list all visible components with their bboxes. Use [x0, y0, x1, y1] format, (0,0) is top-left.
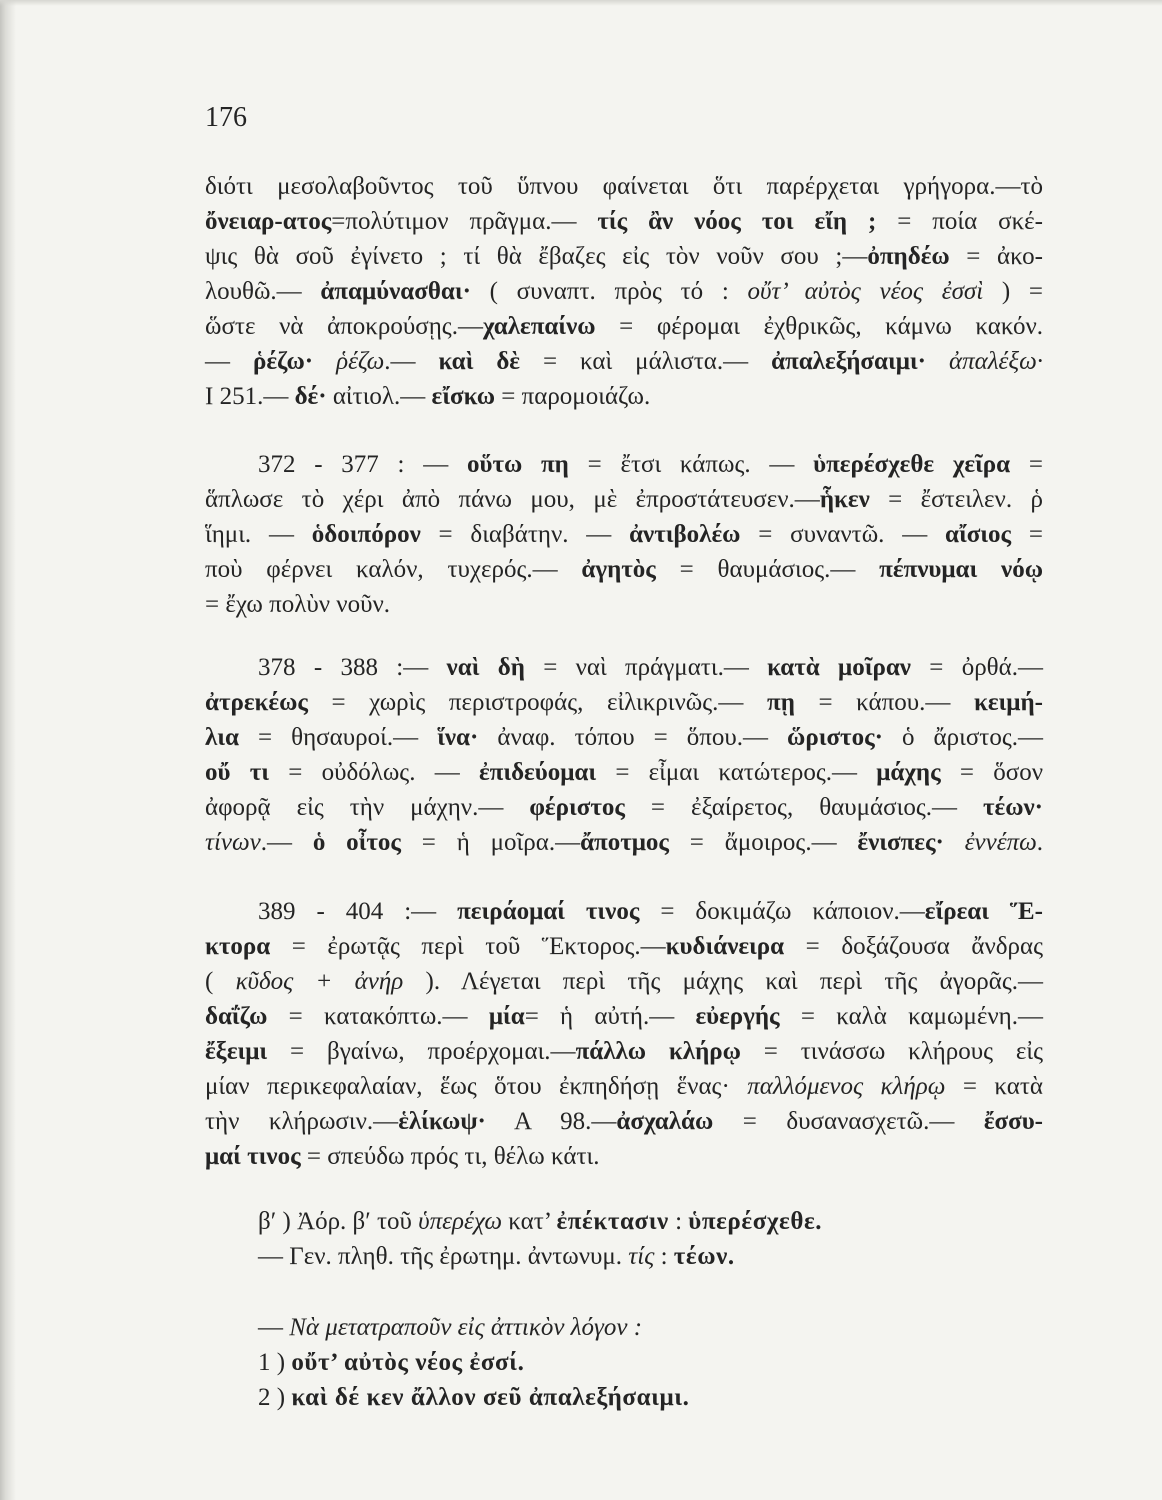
text-line: [205, 447, 1043, 482]
grammar-notes: [205, 1204, 1043, 1274]
paragraph-verses-372-377: [205, 447, 1043, 622]
text-line: [205, 1069, 1043, 1104]
text-run: = ἔτσι κάπως. —: [568, 451, 814, 478]
text-line: [205, 239, 1043, 274]
text-run: = δοξάζουσα ἄνδρας: [784, 933, 1043, 960]
bold-term: κυδιάνειρα: [665, 933, 785, 960]
text-run: = θαυμάσιος.—: [655, 556, 880, 583]
bold-term: ὄνειαρ-ατος: [205, 208, 332, 235]
text-run: ψις θὰ σοῦ ἐγίνετο ; τί θὰ ἔβαζες εἰς τὸν νοῦν σου ;—: [205, 243, 868, 270]
bold-term: ἐπιδεύομαι: [478, 759, 597, 786]
text-run: = διαβάτην. —: [420, 521, 630, 548]
text-run: ὁ ἄριστος.—: [882, 724, 1043, 751]
text-line: [205, 999, 1043, 1034]
exercise-section: [205, 1310, 1043, 1415]
text-run: διότι μεσολαβοῦντος τοῦ ὕπνου φαίνεται ὅτι παρέρχεται γρήγορα.—τὸ: [205, 173, 1043, 200]
page-top-edge: [0, 0, 1162, 6]
text-line: [205, 1204, 1043, 1239]
bold-term: ἑλίκωψ·: [398, 1108, 486, 1135]
text-run: =πολύτιμον πρᾶγμα.—: [331, 208, 598, 235]
text-run: =: [1011, 521, 1043, 548]
text-run: 2 ): [258, 1384, 292, 1411]
text-line: [205, 1104, 1043, 1139]
bold-term: ὀπηδέω: [867, 243, 950, 270]
text-run: ). Λέγεται περὶ τῆς μάχης καὶ περὶ τῆς ἀγορᾶς.—: [403, 968, 1043, 995]
bold-term: κειμή-: [973, 689, 1043, 716]
bold-term: οὔ τι: [205, 759, 269, 786]
text-line: [205, 790, 1043, 825]
page-number: 176: [205, 102, 247, 133]
text-run: ἵημι. —: [205, 521, 312, 548]
text-run: λουθῶ.—: [205, 278, 321, 305]
text-run: = κατὰ: [945, 1073, 1043, 1100]
text-line: [205, 650, 1043, 685]
text-line: [205, 344, 1043, 379]
bold-term: αἴσιος: [945, 521, 1012, 548]
bold-term: κατὰ μοῖραν: [767, 654, 911, 681]
text-run: —: [205, 348, 253, 375]
bold-term: οὕτω πη: [466, 451, 569, 478]
text-run: 389 - 404 :—: [258, 898, 458, 925]
bold-term: ῥέζω·: [252, 348, 337, 375]
text-run: Α 98.—: [485, 1108, 617, 1135]
text-run: = ἔχω πολὺν νοῦν.: [205, 591, 391, 618]
bold-term: μία: [488, 1003, 525, 1030]
bold-term: ἀσχαλάω: [616, 1108, 714, 1135]
text-line: [205, 1239, 1043, 1274]
text-run: = οὐδόλως. —: [269, 759, 479, 786]
bold-term: ἧκεν: [819, 486, 870, 513]
text-run: = καλὰ καμωμένη.—: [779, 1003, 1043, 1030]
text-run: .—: [260, 829, 313, 856]
italic-text: ἀπαλέξω·: [948, 348, 1044, 375]
bold-term: λια: [205, 724, 239, 751]
text-line: [205, 274, 1043, 309]
italic-text: οὔτ’ αὐτὸς νέος ἐσσὶ: [747, 278, 984, 305]
text-run: Ι 251.—: [205, 383, 295, 410]
text-run: ἅπλωσε τὸ χέρι ἀπὸ πάνω μου, μὲ ἐπροστάτευσεν.—: [205, 486, 820, 513]
bold-term: εὐεργής: [695, 1003, 780, 1030]
text-run: = ἐρωτᾷς περὶ τοῦ Ἕκτορος.—: [270, 933, 666, 960]
bold-term: κτορα: [205, 933, 271, 960]
text-run: = δυσανασχετῶ.—: [713, 1108, 984, 1135]
italic-text: ῥέζω: [336, 348, 385, 375]
text-line: [205, 1310, 1043, 1345]
italic-text: τίνων: [205, 829, 261, 856]
bold-term: ἀπαμύνασθαι·: [320, 278, 471, 305]
text-line: [205, 379, 1043, 414]
text-run: 372 - 377 : —: [258, 451, 467, 478]
bold-term: ἄποτμος: [580, 829, 669, 856]
text-run: = ἡ μοῖρα.—: [400, 829, 581, 856]
text-run: = τινάσσω κλήρους εἰς: [740, 1038, 1043, 1065]
bold-term: ἀπαλεξήσαιμι·: [771, 348, 949, 375]
bold-term: χαλεπαίνω: [482, 313, 596, 340]
bold-term: πῃ: [767, 689, 795, 716]
text-run: = κάπου.—: [794, 689, 974, 716]
bold-term: ἔνισπες·: [857, 829, 965, 856]
text-line: [205, 169, 1043, 204]
text-run: .: [1036, 829, 1044, 856]
bold-term: πέπνυμαι νόῳ: [879, 556, 1043, 583]
bold-term: καὶ δέ κεν ἄλλον σεῦ ἀπαλεξήσαιμι.: [291, 1384, 690, 1411]
bold-term: μαί τινος: [205, 1143, 301, 1170]
text-run: 378 - 388 :—: [258, 654, 447, 681]
italic-text: κῦδος + ἀνήρ: [235, 968, 404, 995]
text-line: [205, 1380, 1043, 1415]
italic-text: Νὰ μετατραποῦν εἰς ἀττικὸν λόγον :: [289, 1314, 643, 1341]
text-run: ποὺ φέρνει καλόν, τυχερός.—: [205, 556, 582, 583]
text-run: = ἔστειλεν. ῥ: [869, 486, 1043, 513]
bold-term: πειράομαί τινος: [457, 898, 640, 925]
text-line: [205, 894, 1043, 929]
bold-term: οὔτ’ αὐτὸς νέος ἐσσί.: [291, 1349, 525, 1376]
text-run: ) =: [983, 278, 1043, 305]
italic-text: παλλόμενος κλήρῳ: [747, 1073, 946, 1100]
bold-term: μάχης: [876, 759, 941, 786]
bold-term: φέριστος: [529, 794, 625, 821]
bold-term: ἵνα·: [437, 724, 479, 751]
paragraph-verses-389-404: [205, 894, 1043, 1174]
paragraph-commentary-continuation: [205, 169, 1043, 414]
italic-text: ὑπερέχω: [418, 1208, 502, 1235]
bold-term: τέων.: [673, 1243, 735, 1270]
text-run: ἀναφ. τόπου = ὅπου.—: [478, 724, 788, 751]
bold-term: ὑπερέσχεθε.: [688, 1208, 823, 1235]
text-line: [205, 1034, 1043, 1069]
bold-term: ἀγητὸς: [581, 556, 656, 583]
text-run: = παρομοιάζω.: [495, 383, 651, 410]
text-run: = ὀρθά.—: [910, 654, 1043, 681]
text-run: = ποία σκέ-: [876, 208, 1044, 235]
bold-term: καὶ δὲ: [438, 348, 520, 375]
text-line: [205, 825, 1043, 860]
bold-term: δέ·: [294, 383, 327, 410]
text-line: [205, 309, 1043, 344]
text-run: = ἀκο-: [949, 243, 1043, 270]
text-run: = δοκιμάζω κάποιον.—: [639, 898, 925, 925]
bold-term: εἴρεαι Ἕ-: [924, 898, 1043, 925]
text-run: =: [1010, 451, 1043, 478]
text-run: ὥστε νὰ ἀποκρούσῃς.—: [205, 313, 483, 340]
text-run: = ἡ αὐτή.—: [524, 1003, 696, 1030]
bold-term: δαΐζω: [205, 1003, 268, 1030]
text-run: = βγαίνω, προέρχομαι.—: [267, 1038, 576, 1065]
text-run: = χωρὶς περιστροφάς, εἰλικρινῶς.—: [307, 689, 767, 716]
text-run: β′ ) Ἀόρ. β′ τοῦ: [258, 1208, 419, 1235]
text-run: = ναὶ πράγματι.—: [524, 654, 768, 681]
text-line: [205, 1139, 1043, 1174]
text-run: 1 ): [258, 1349, 292, 1376]
text-run: = ἐξαίρετος, θαυμάσιος.—: [624, 794, 983, 821]
text-line: [205, 1345, 1043, 1380]
bold-term: τέων·: [983, 794, 1043, 821]
text-run: τὴν κλήρωσιν.—: [205, 1108, 399, 1135]
text-run: = φέρομαι ἐχθρικῶς, κάμνω κακόν.: [595, 313, 1044, 340]
text-run: :: [668, 1208, 689, 1235]
text-line: [205, 482, 1043, 517]
text-run: ( συναπτ. πρὸς τό :: [470, 278, 748, 305]
text-run: —: [258, 1314, 290, 1341]
text-run: = κατακόπτω.—: [267, 1003, 489, 1030]
text-run: = ἄμοιρος.—: [668, 829, 858, 856]
bold-term: ὁδοιπόρον: [311, 521, 421, 548]
bold-term: τίς ἂν νόος τοι εἴη ;: [597, 208, 877, 235]
text-line: [205, 964, 1043, 999]
bold-term: ἀντιβολέω: [629, 521, 741, 548]
italic-text: ἐννέπω: [964, 829, 1037, 856]
bold-term: ἔξειμι: [205, 1038, 268, 1065]
paragraph-verses-378-388: [205, 650, 1043, 860]
text-line: [205, 685, 1043, 720]
text-line: [205, 720, 1043, 755]
text-line: [205, 755, 1043, 790]
bold-term: ὑπερέσχεθε χεῖρα: [813, 451, 1011, 478]
text-run: .—: [384, 348, 439, 375]
text-run: μίαν περικεφαλαίαν, ἕως ὅτου ἐκπηδήσῃ ἕνας·: [205, 1073, 748, 1100]
gutter-shadow: [0, 0, 16, 1500]
text-run: = εἶμαι κατώτερος.—: [596, 759, 877, 786]
bold-term: ὁ οἶτος: [312, 829, 401, 856]
bold-term: ἀτρεκέως: [205, 689, 308, 716]
text-line: [205, 929, 1043, 964]
text-run: αἰτιολ.—: [326, 383, 432, 410]
text-run: κατ’: [501, 1208, 557, 1235]
bold-term: ἐπέκτασιν: [556, 1208, 669, 1235]
text-line: [205, 204, 1043, 239]
text-run: = ὅσον: [940, 759, 1044, 786]
text-run: :: [654, 1243, 674, 1270]
bold-term: ἔσσυ-: [983, 1108, 1044, 1135]
text-run: (: [205, 968, 236, 995]
text-run: = καὶ μάλιστα.—: [519, 348, 772, 375]
bold-term: εἴσκω: [431, 383, 496, 410]
text-run: = συναντῶ. —: [740, 521, 945, 548]
text-run: = θησαυροί.—: [238, 724, 438, 751]
text-run: — Γεν. πληθ. τῆς ἐρωτημ. ἀντωνυμ.: [258, 1243, 629, 1270]
bold-term: ναὶ δὴ: [446, 654, 525, 681]
text-run: = σπεύδω πρός τι, θέλω κάτι.: [300, 1143, 600, 1170]
italic-text: τίς: [628, 1243, 655, 1270]
text-line: [205, 517, 1043, 552]
bold-term: πάλλω κλήρῳ: [575, 1038, 741, 1065]
text-line: [205, 587, 1043, 622]
text-line: [205, 552, 1043, 587]
text-run: ἀφορᾷ εἰς τὴν μάχην.—: [205, 794, 530, 821]
bold-term: ὥριστος·: [787, 724, 883, 751]
